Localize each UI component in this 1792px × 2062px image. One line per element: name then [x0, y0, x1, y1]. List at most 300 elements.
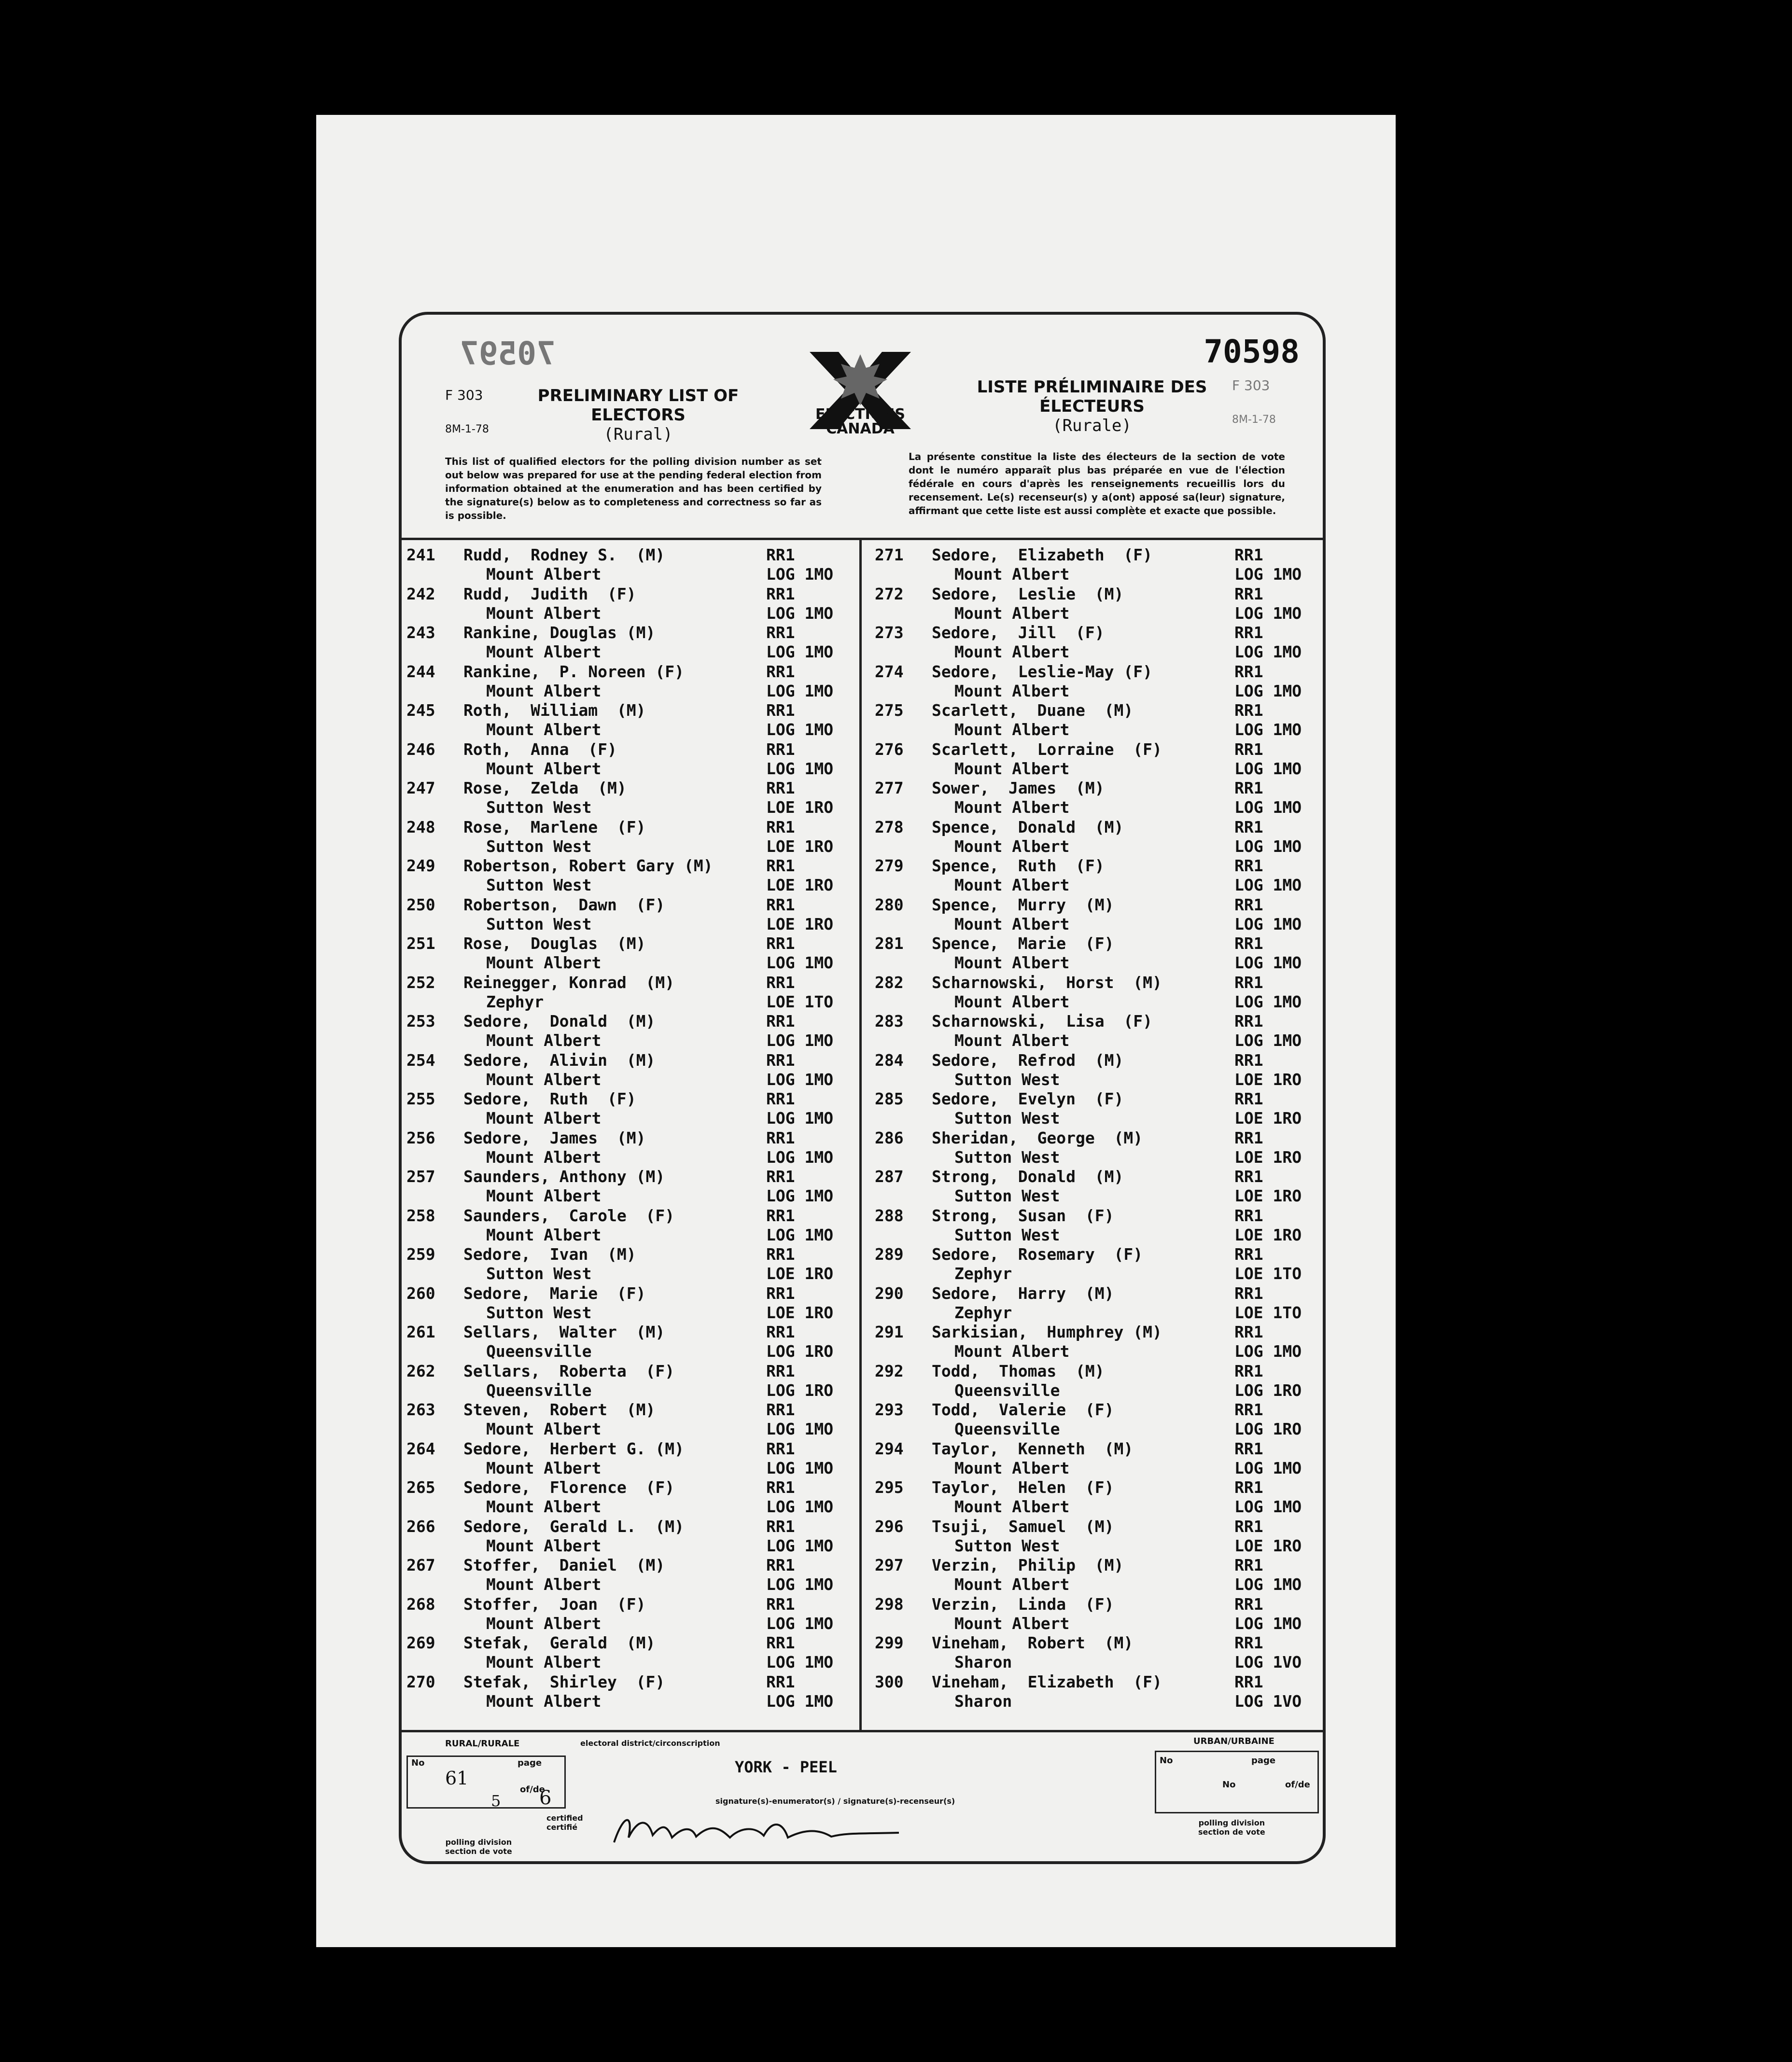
elector-locality: Mount Albert — [954, 914, 1070, 933]
postal-code: LOG 1MO — [766, 681, 834, 700]
entry-line-name — [406, 818, 855, 837]
elector-locality: Mount Albert — [486, 1186, 602, 1205]
postal-code: LOE 1RO — [1234, 1147, 1302, 1167]
elector-name: Sedore, Elizabeth (F) — [932, 545, 1152, 564]
rural-route: RR1 — [1234, 584, 1263, 603]
rural-route: RR1 — [766, 1672, 795, 1691]
elector-name: Rankine, P. Noreen (F) — [463, 662, 684, 681]
elector-locality: Mount Albert — [486, 1614, 602, 1633]
entry-line-address — [875, 1109, 1324, 1128]
entry-line-name — [406, 1206, 855, 1226]
elector-entry — [875, 1284, 1324, 1323]
elector-entry — [875, 1633, 1324, 1672]
entry-line-address — [875, 953, 1324, 973]
postal-code: LOG 1MO — [1234, 642, 1302, 661]
postal-code: LOG 1MO — [1234, 1342, 1302, 1361]
elector-number: 285 — [875, 1089, 904, 1108]
elector-entry — [875, 895, 1324, 934]
postal-code: LOE 1RO — [766, 836, 834, 856]
rural-route: RR1 — [766, 1556, 795, 1574]
elector-number: 299 — [875, 1633, 904, 1652]
elector-entry — [406, 623, 855, 662]
elector-name: Todd, Valerie (F) — [932, 1400, 1114, 1419]
elector-locality: Mount Albert — [486, 1109, 602, 1128]
elector-entry — [406, 1323, 855, 1362]
elector-name: Sedore, Refrod (M) — [932, 1050, 1124, 1070]
entry-line-name — [406, 740, 855, 759]
doc-number-bleedthrough: 70597 — [460, 335, 556, 372]
elector-locality: Mount Albert — [954, 1497, 1070, 1516]
entry-line-address — [406, 953, 855, 973]
postal-code: LOE 1RO — [766, 876, 834, 894]
rural-route: RR1 — [766, 623, 795, 642]
postal-code: LOG 1MO — [766, 1109, 834, 1128]
elector-name: Sedore, James (M) — [463, 1128, 646, 1147]
postal-code: LOE 1RO — [1234, 1109, 1302, 1128]
elector-entry — [406, 779, 855, 818]
elector-entry — [406, 1129, 855, 1168]
entry-line-address — [406, 604, 855, 623]
elector-name: Sheridan, George (M) — [932, 1128, 1143, 1147]
postal-code: LOG 1MO — [766, 1147, 834, 1167]
elector-name: Rose, Marlene (F) — [463, 817, 646, 836]
elector-entry — [406, 934, 855, 973]
postal-code: LOG 1RO — [1234, 1380, 1302, 1400]
logo-wordmark: ELECTIONS CANADA — [815, 406, 905, 437]
entry-line-address — [875, 1381, 1324, 1400]
postal-code: LOG 1MO — [1234, 1458, 1302, 1477]
entry-line-address — [406, 1614, 855, 1633]
elector-locality: Mount Albert — [954, 1575, 1070, 1594]
postal-code: LOG 1MO — [1234, 953, 1302, 972]
elector-locality: Sutton West — [486, 1303, 592, 1322]
elector-locality: Sharon — [954, 1691, 1012, 1711]
entry-line-address — [406, 1070, 855, 1089]
rural-route: RR1 — [1234, 701, 1263, 720]
elector-number: 244 — [406, 662, 435, 681]
rural-route: RR1 — [1234, 1245, 1263, 1264]
elector-name: Sedore, Gerald L. (M) — [463, 1517, 684, 1536]
title-en: PRELIMINARY LIST OF ELECTORS — [537, 386, 739, 425]
entry-line-address — [875, 1264, 1324, 1283]
entry-line-address — [406, 565, 855, 584]
entry-line-name — [406, 1633, 855, 1653]
rural-route: RR1 — [1234, 1478, 1263, 1497]
rural-route: RR1 — [1234, 1323, 1263, 1341]
page-number: 5 — [491, 1792, 501, 1810]
elector-locality: Mount Albert — [486, 1575, 602, 1594]
rural-route: RR1 — [1234, 1672, 1263, 1691]
rural-route: RR1 — [1234, 1012, 1263, 1031]
rural-route: RR1 — [1234, 1633, 1263, 1652]
elector-entry — [875, 662, 1324, 701]
elector-name: Stefak, Gerald (M) — [463, 1633, 656, 1652]
rural-route: RR1 — [766, 1517, 795, 1536]
urban-of-label: of/de — [1285, 1780, 1310, 1790]
elector-number: 279 — [875, 856, 904, 875]
entry-line-address — [406, 876, 855, 895]
elector-name: Taylor, Kenneth (M) — [932, 1439, 1134, 1458]
elector-entry — [875, 1439, 1324, 1478]
elector-locality: Mount Albert — [486, 681, 602, 700]
elector-number: 260 — [406, 1283, 435, 1303]
rural-route: RR1 — [766, 1245, 795, 1264]
electoral-district: YORK - PEEL — [735, 1758, 837, 1776]
elector-entry — [406, 1595, 855, 1634]
elector-locality: Queensville — [486, 1380, 592, 1400]
postal-code: LOG 1VO — [1234, 1653, 1302, 1672]
rural-route: RR1 — [766, 1012, 795, 1031]
postal-code: LOE 1TO — [766, 992, 834, 1011]
rural-route: RR1 — [1234, 662, 1263, 681]
elector-entry — [875, 1089, 1324, 1129]
elector-locality: Mount Albert — [486, 1225, 602, 1244]
entry-line-name — [406, 856, 855, 876]
elector-name: Verzin, Philip (M) — [932, 1556, 1124, 1574]
elector-entry — [406, 1672, 855, 1712]
elector-number: 300 — [875, 1672, 904, 1691]
elector-number: 243 — [406, 623, 435, 642]
elector-entry — [406, 1012, 855, 1051]
entry-line-name — [406, 1672, 855, 1692]
postal-code: LOE 1TO — [1234, 1264, 1302, 1283]
entry-line-name — [406, 973, 855, 992]
elector-number: 266 — [406, 1517, 435, 1536]
rural-route: RR1 — [1234, 1128, 1263, 1147]
elector-entry — [875, 740, 1324, 779]
elector-name: Stoffer, Joan (F) — [463, 1594, 646, 1614]
entry-line-address — [406, 1342, 855, 1361]
urban-polling-label: polling division section de vote — [1198, 1818, 1265, 1837]
elector-entry — [875, 1672, 1324, 1712]
elector-locality: Mount Albert — [486, 1497, 602, 1516]
elector-number: 284 — [875, 1050, 904, 1070]
entry-line-address — [875, 1459, 1324, 1478]
postal-code: LOG 1MO — [1234, 992, 1302, 1011]
entry-line-name — [406, 1245, 855, 1264]
entry-line-address — [875, 1226, 1324, 1245]
elector-entry — [875, 701, 1324, 740]
elector-name: Verzin, Linda (F) — [932, 1594, 1114, 1614]
elector-number: 249 — [406, 856, 435, 875]
of-label: of/de — [520, 1784, 545, 1795]
entry-line-address — [875, 565, 1324, 584]
district-label: electoral district/circonscription — [580, 1739, 720, 1748]
rural-route: RR1 — [1234, 545, 1263, 564]
elector-number: 265 — [406, 1478, 435, 1497]
page-label: page — [518, 1758, 542, 1768]
elector-entry — [406, 973, 855, 1012]
header-divider — [402, 538, 1323, 540]
elector-name: Rose, Zelda (M) — [463, 779, 627, 797]
entry-line-name — [875, 779, 1324, 798]
elector-number: 291 — [875, 1323, 904, 1341]
elector-locality: Mount Albert — [486, 1691, 602, 1711]
rural-route: RR1 — [1234, 1594, 1263, 1614]
elector-number: 295 — [875, 1478, 904, 1497]
elector-locality: Mount Albert — [954, 992, 1070, 1011]
form-date-en: 8M-1-78 — [445, 423, 489, 435]
entry-line-name — [875, 662, 1324, 682]
entry-line-name — [875, 1595, 1324, 1614]
elector-name: Taylor, Helen (F) — [932, 1478, 1114, 1497]
elector-number: 269 — [406, 1633, 435, 1652]
entry-line-name — [875, 1439, 1324, 1459]
entry-line-address — [875, 1186, 1324, 1206]
postal-code: LOG 1MO — [766, 1614, 834, 1633]
entry-line-address — [875, 798, 1324, 817]
rural-label: RURAL/RURALE — [445, 1739, 520, 1749]
elector-entry — [406, 1167, 855, 1206]
postal-code: LOG 1MO — [766, 1070, 834, 1089]
entry-line-name — [406, 1284, 855, 1303]
elector-locality: Mount Albert — [954, 681, 1070, 700]
postal-code: LOG 1MO — [766, 1458, 834, 1477]
elector-name: Sedore, Leslie-May (F) — [932, 662, 1152, 681]
elector-name: Stefak, Shirley (F) — [463, 1672, 665, 1691]
elector-locality: Queensville — [954, 1380, 1060, 1400]
enumerator-signature — [609, 1804, 909, 1852]
rural-route: RR1 — [766, 1323, 795, 1341]
entry-line-name — [875, 1633, 1324, 1653]
elector-name: Stoffer, Daniel (M) — [463, 1556, 665, 1574]
column-divider — [859, 540, 862, 1730]
elector-entry — [406, 1206, 855, 1245]
elector-name: Sedore, Florence (F) — [463, 1478, 675, 1497]
entry-line-address — [875, 642, 1324, 662]
entry-line-address — [875, 1497, 1324, 1517]
elector-entry — [875, 1245, 1324, 1284]
entry-line-name — [406, 1012, 855, 1031]
elector-name: Sedore, Ruth (F) — [463, 1089, 636, 1108]
rural-route: RR1 — [1234, 1089, 1263, 1108]
elector-locality: Queensville — [486, 1342, 592, 1361]
entry-line-address — [406, 1109, 855, 1128]
elector-entry — [875, 1206, 1324, 1245]
rural-route: RR1 — [1234, 623, 1263, 642]
elector-name: Sedore, Rosemary (F) — [932, 1245, 1143, 1264]
form-code-fr: F 303 — [1232, 377, 1270, 393]
entry-line-address — [875, 1575, 1324, 1594]
entry-line-address — [406, 992, 855, 1012]
rural-route: RR1 — [1234, 1517, 1263, 1536]
postal-code: LOG 1RO — [766, 1380, 834, 1400]
elector-number: 267 — [406, 1556, 435, 1574]
footer-divider — [402, 1730, 1323, 1732]
entry-line-address — [406, 1536, 855, 1556]
elector-entry — [406, 740, 855, 779]
elector-entry — [406, 1362, 855, 1401]
elector-locality: Queensville — [954, 1420, 1060, 1438]
entry-line-address — [406, 1148, 855, 1167]
elector-number: 283 — [875, 1012, 904, 1031]
entry-line-name — [875, 1206, 1324, 1226]
entry-line-name — [875, 1051, 1324, 1070]
elector-name: Sarkisian, Humphrey (M) — [932, 1323, 1162, 1341]
urban-no-label: No — [1160, 1755, 1173, 1766]
signature-label: signature(s)-enumerator(s) / signature(s)-recenseur(s) — [715, 1797, 955, 1806]
elector-entry — [406, 856, 855, 895]
entry-line-address — [875, 837, 1324, 856]
postal-code: LOE 1RO — [766, 1264, 834, 1283]
postal-code: LOE 1RO — [766, 1303, 834, 1322]
postal-code: LOG 1MO — [1234, 720, 1302, 739]
entry-line-name — [875, 1089, 1324, 1109]
elector-entry — [406, 1633, 855, 1672]
elector-entry — [406, 1478, 855, 1517]
entry-line-name — [406, 1517, 855, 1536]
elector-locality: Sutton West — [954, 1536, 1060, 1555]
elector-number: 268 — [406, 1594, 435, 1614]
elector-locality: Mount Albert — [954, 836, 1070, 856]
elector-entry — [875, 1051, 1324, 1090]
postal-code: LOG 1MO — [766, 759, 834, 778]
rural-route: RR1 — [766, 1089, 795, 1108]
postal-code: LOG 1MO — [766, 720, 834, 739]
entry-line-name — [406, 1595, 855, 1614]
elector-number: 264 — [406, 1439, 435, 1458]
elector-entry — [875, 623, 1324, 662]
elector-number: 257 — [406, 1167, 435, 1186]
rural-route: RR1 — [1234, 856, 1263, 875]
elector-number: 296 — [875, 1517, 904, 1536]
elector-entry — [875, 1478, 1324, 1517]
elector-entry — [875, 818, 1324, 857]
elector-name: Sower, James (M) — [932, 779, 1105, 797]
polling-no-label: No — [411, 1758, 425, 1768]
entry-line-address — [875, 604, 1324, 623]
entry-line-address — [875, 992, 1324, 1012]
postal-code: LOG 1MO — [766, 953, 834, 972]
elector-number: 280 — [875, 895, 904, 914]
entry-line-address — [406, 1381, 855, 1400]
postal-code: LOG 1MO — [1234, 603, 1302, 623]
postal-code: LOG 1MO — [766, 1420, 834, 1438]
elector-locality: Mount Albert — [486, 642, 602, 661]
elector-name: Scarlett, Duane (M) — [932, 701, 1134, 720]
elector-number: 248 — [406, 817, 435, 836]
elector-name: Sedore, Leslie (M) — [932, 584, 1124, 603]
entry-line-address — [875, 915, 1324, 934]
elector-entry — [875, 1012, 1324, 1051]
elector-entry — [875, 545, 1324, 585]
postal-code: LOE 1RO — [1234, 1186, 1302, 1205]
elector-entry — [406, 662, 855, 701]
rural-route: RR1 — [1234, 934, 1263, 953]
elector-entry — [406, 1089, 855, 1129]
elector-locality: Mount Albert — [486, 603, 602, 623]
entry-line-address — [406, 1420, 855, 1439]
elector-entry — [875, 1167, 1324, 1206]
entry-line-address — [875, 1148, 1324, 1167]
entry-line-name — [406, 1167, 855, 1186]
elector-number: 271 — [875, 545, 904, 564]
entry-line-address — [875, 1692, 1324, 1711]
entry-line-name — [406, 1323, 855, 1342]
rural-route: RR1 — [1234, 1283, 1263, 1303]
elector-name: Spence, Marie (F) — [932, 934, 1114, 953]
intro-text-fr: La présente constitue la liste des électeurs de la section de vote dont le numéro apparaît plus bas préparée en vue de l'élection fédérale en cours d'après les renseignements recueillis lors du recensement. Le(s) recenseur(s) y a(ont) apposé sa(leur) signature, affirmant que cette liste est aussi complète et exacte que possible. — [909, 451, 1285, 516]
polling-division-number: 61 — [445, 1768, 469, 1789]
rural-route: RR1 — [766, 856, 795, 875]
entry-line-name — [875, 1129, 1324, 1148]
elector-locality: Mount Albert — [954, 1342, 1070, 1361]
entry-line-address — [875, 1031, 1324, 1050]
entry-line-name — [875, 1478, 1324, 1497]
entry-line-name — [875, 1672, 1324, 1692]
elector-name: Robertson, Dawn (F) — [463, 895, 665, 914]
elector-locality: Sutton West — [486, 798, 592, 817]
rural-route: RR1 — [766, 779, 795, 797]
elector-name: Spence, Donald (M) — [932, 817, 1124, 836]
postal-code: LOG 1MO — [766, 642, 834, 661]
rural-route: RR1 — [766, 973, 795, 992]
rural-route: RR1 — [766, 1478, 795, 1497]
electors-list-form — [399, 312, 1326, 1864]
elector-name: Rudd, Judith (F) — [463, 584, 636, 603]
electors-list-left — [406, 545, 855, 1711]
elector-name: Sedore, Harry (M) — [932, 1283, 1114, 1303]
elector-name: Sellars, Walter (M) — [463, 1323, 665, 1341]
elector-name: Scarlett, Lorraine (F) — [932, 739, 1162, 759]
entry-line-address — [875, 1536, 1324, 1556]
postal-code: LOG 1MO — [1234, 681, 1302, 700]
entry-line-name — [875, 1167, 1324, 1186]
entry-line-name — [875, 856, 1324, 876]
entry-line-address — [406, 798, 855, 817]
elector-number: 250 — [406, 895, 435, 914]
elector-locality: Mount Albert — [954, 876, 1070, 894]
title-fr: LISTE PRÉLIMINAIRE DES ÉLECTEURS — [977, 377, 1207, 416]
elector-entry — [406, 585, 855, 624]
elector-locality: Zephyr — [954, 1303, 1012, 1322]
rural-route: RR1 — [1234, 1050, 1263, 1070]
rural-route: RR1 — [1234, 1361, 1263, 1380]
elector-locality: Sutton West — [486, 914, 592, 933]
postal-code: LOG 1MO — [1234, 836, 1302, 856]
entry-line-address — [406, 1692, 855, 1711]
elector-number: 253 — [406, 1012, 435, 1031]
entry-line-name — [406, 1089, 855, 1109]
elector-locality: Sutton West — [954, 1225, 1060, 1244]
elector-locality: Mount Albert — [954, 759, 1070, 778]
urban-label: URBAN/URBAINE — [1193, 1736, 1274, 1746]
entry-line-name — [406, 701, 855, 720]
entry-line-address — [406, 1031, 855, 1050]
entry-line-name — [406, 1129, 855, 1148]
entry-line-name — [406, 1439, 855, 1459]
elector-locality: Mount Albert — [486, 1458, 602, 1477]
rural-route: RR1 — [1234, 1206, 1263, 1225]
elector-number: 256 — [406, 1128, 435, 1147]
elector-locality: Mount Albert — [486, 953, 602, 972]
elector-name: Strong, Susan (F) — [932, 1206, 1114, 1225]
elector-name: Sedore, Jill (F) — [932, 623, 1105, 642]
elector-entry — [406, 1245, 855, 1284]
elector-name: Tsuji, Samuel (M) — [932, 1517, 1114, 1536]
form-date-fr: 8M-1-78 — [1232, 414, 1276, 426]
elector-entry — [875, 973, 1324, 1012]
rural-route: RR1 — [1234, 1400, 1263, 1419]
entry-line-address — [406, 682, 855, 701]
elector-number: 254 — [406, 1050, 435, 1070]
elector-number: 255 — [406, 1089, 435, 1108]
elector-number: 262 — [406, 1361, 435, 1380]
rural-route: RR1 — [1234, 1167, 1263, 1186]
elector-number: 274 — [875, 662, 904, 681]
postal-code: LOG 1MO — [1234, 1614, 1302, 1633]
elector-entry — [875, 1362, 1324, 1401]
